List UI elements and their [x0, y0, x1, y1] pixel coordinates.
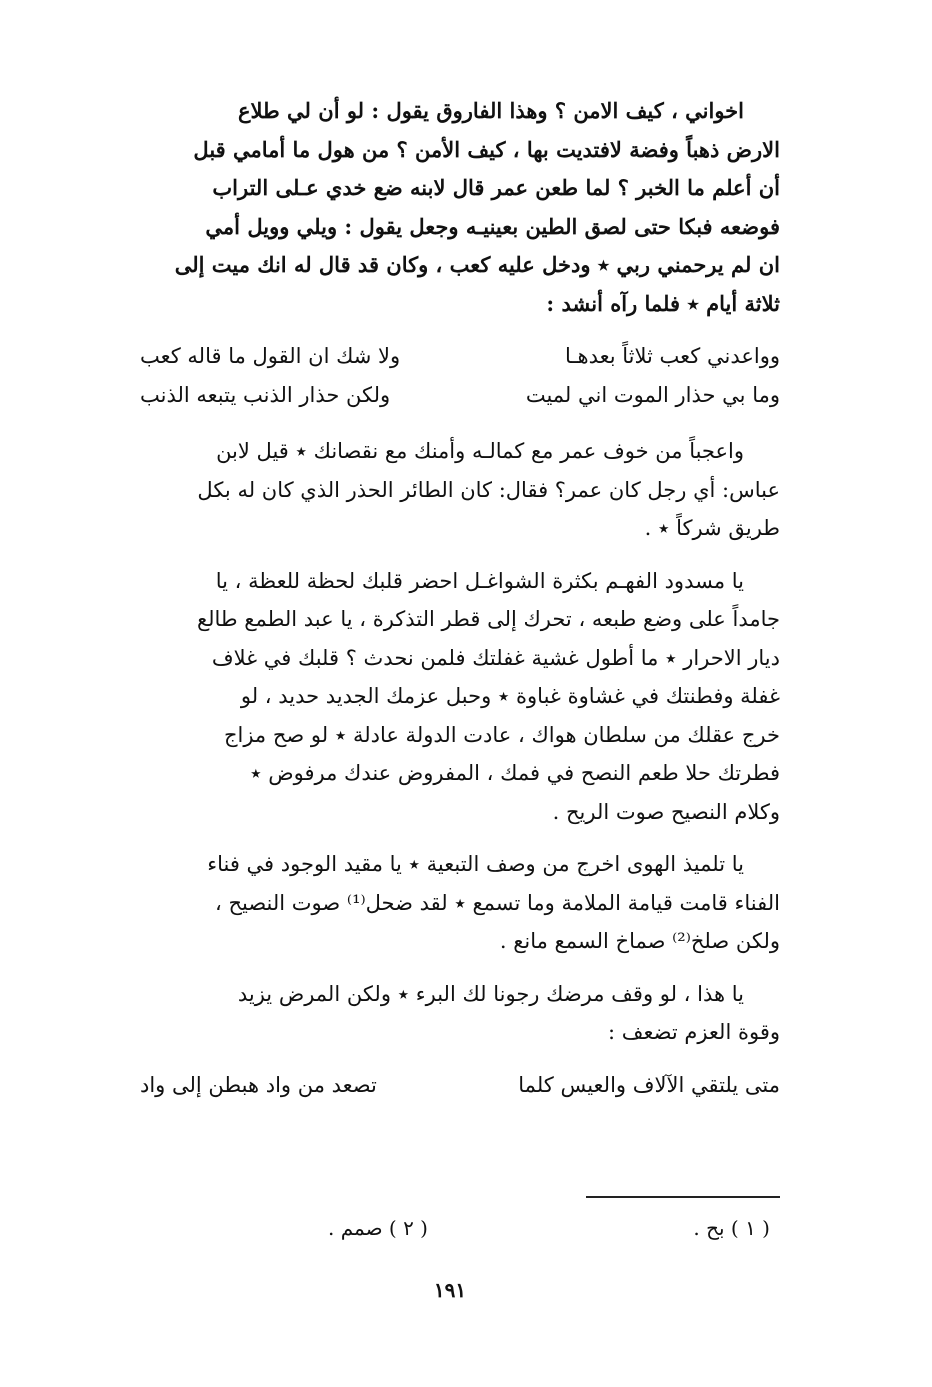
text-line: أن أعلم ما الخبر ؟ لما طعن عمر قال لابنه ضع خدي عـلى التراب: [212, 175, 780, 200]
verse-hemistich-left: ولكن حذار الذنب يتبعه الذنب: [140, 382, 391, 407]
paragraph-1: [140, 92, 780, 323]
text-line: ديار الاحرار ٭ ما أطول غشية غفلتك فلمن نحدث ؟ قلبك في غلاف: [211, 645, 780, 670]
verse-hemistich-right: متى يلتقي الآلاف والعيس كلما: [518, 1072, 780, 1097]
verse-hemistich-left: ولا شك ان القول ما قاله كعب: [140, 344, 401, 368]
page-number: ١٩١: [433, 1278, 467, 1302]
verse-hemistich-right: وما بي حذار الموت اني لميت: [525, 382, 780, 407]
footnote-1: ( ١ ) بح .: [693, 1216, 770, 1240]
verse-hemistich-left: تصعد من واد هبطن إلى واد: [140, 1072, 377, 1097]
poem-verse-2: [140, 1066, 780, 1105]
text-line: يا تلميذ الهوى اخرج من وصف التبعية ٭ يا مقيد الوجود في فناء: [207, 852, 744, 876]
paragraph-3: [140, 562, 780, 832]
paragraph-2: [140, 432, 780, 548]
paragraph-4: [140, 845, 780, 961]
text-line: يا هذا ، لو وقف مرضك رجونا لك البرء ٭ ولكن المرض يزيد: [237, 981, 744, 1006]
verse-hemistich-right: وواعدني كعب ثلاثاً بعدهـا: [564, 344, 780, 368]
text-line: ثلاثة أيام ٭ فلما رآه أنشد :: [546, 290, 780, 316]
text-line: غفلة وفطنتك في غشاوة غباوة ٭ وحبل عزمك الجديد حديد ، لو: [240, 684, 780, 708]
text-line: فطرتك حلا طعم النصح في فمك ، المفروض عندك مرفوض ٭: [250, 761, 780, 785]
text-line: عباس: أي رجل كان عمر؟ فقال: كان الطائر الحذر الذي كان له بكل: [197, 477, 780, 502]
text-line: واعجباً من خوف عمر مع كمالـه وأمنك مع نقصانك ٭ قيل لابن: [216, 439, 744, 463]
footnote-2: ( ٢ ) صمم .: [327, 1216, 428, 1240]
text-line: وقوة العزم تضعف :: [607, 1020, 780, 1044]
verse-line: [140, 337, 780, 376]
text-line: ولكن صلخ⁽²⁾ صماخ السمع مانع .: [499, 929, 780, 953]
text-line: الفناء قامت قيامة الملامة وما تسمع ٭ لقد ضحل⁽¹⁾ صوت النصيح ،: [214, 890, 780, 915]
text-line: ان لم يرحمني ربي ٭ ودخل عليه كعب ، وكان قد قال له انك ميت إلى: [174, 252, 780, 277]
footnotes: [300, 1216, 780, 1250]
text-line: جامداً على وضع طبعه ، تحرك إلى قطر التذكرة ، يا عبد الطمع طالع: [196, 607, 780, 631]
verse-line: [140, 376, 780, 415]
text-line: فوضعه فبكا حتى لصق الطين بعينيـه وجعل يقول : ويلي وويل أمي: [205, 213, 780, 239]
text-line: اخواني ، كيف الامن ؟ وهذا الفاروق يقول : لو أن لي طلاع: [237, 98, 744, 123]
text-line: طريق شركاً ٭ .: [644, 516, 780, 540]
page-body: [140, 92, 780, 1104]
text-line: وكلام النصيح صوت الريح .: [552, 799, 780, 824]
text-line: يا مسدود الفهـم بكثرة الشواغـل احضر قلبك لحظة للعظة ، يا: [215, 568, 744, 593]
poem-verses-1: [140, 337, 780, 414]
footnote-separator: [586, 1196, 780, 1198]
text-line: خرج عقلك من سلطان هواك ، عادت الدولة عادلة ٭ لو صح مزاج: [223, 722, 780, 747]
paragraph-5: [140, 975, 780, 1052]
text-line: الارض ذهباً وفضة لافتديت بها ، كيف الأمن ؟ من هول ما أمامي قبل: [193, 136, 780, 162]
